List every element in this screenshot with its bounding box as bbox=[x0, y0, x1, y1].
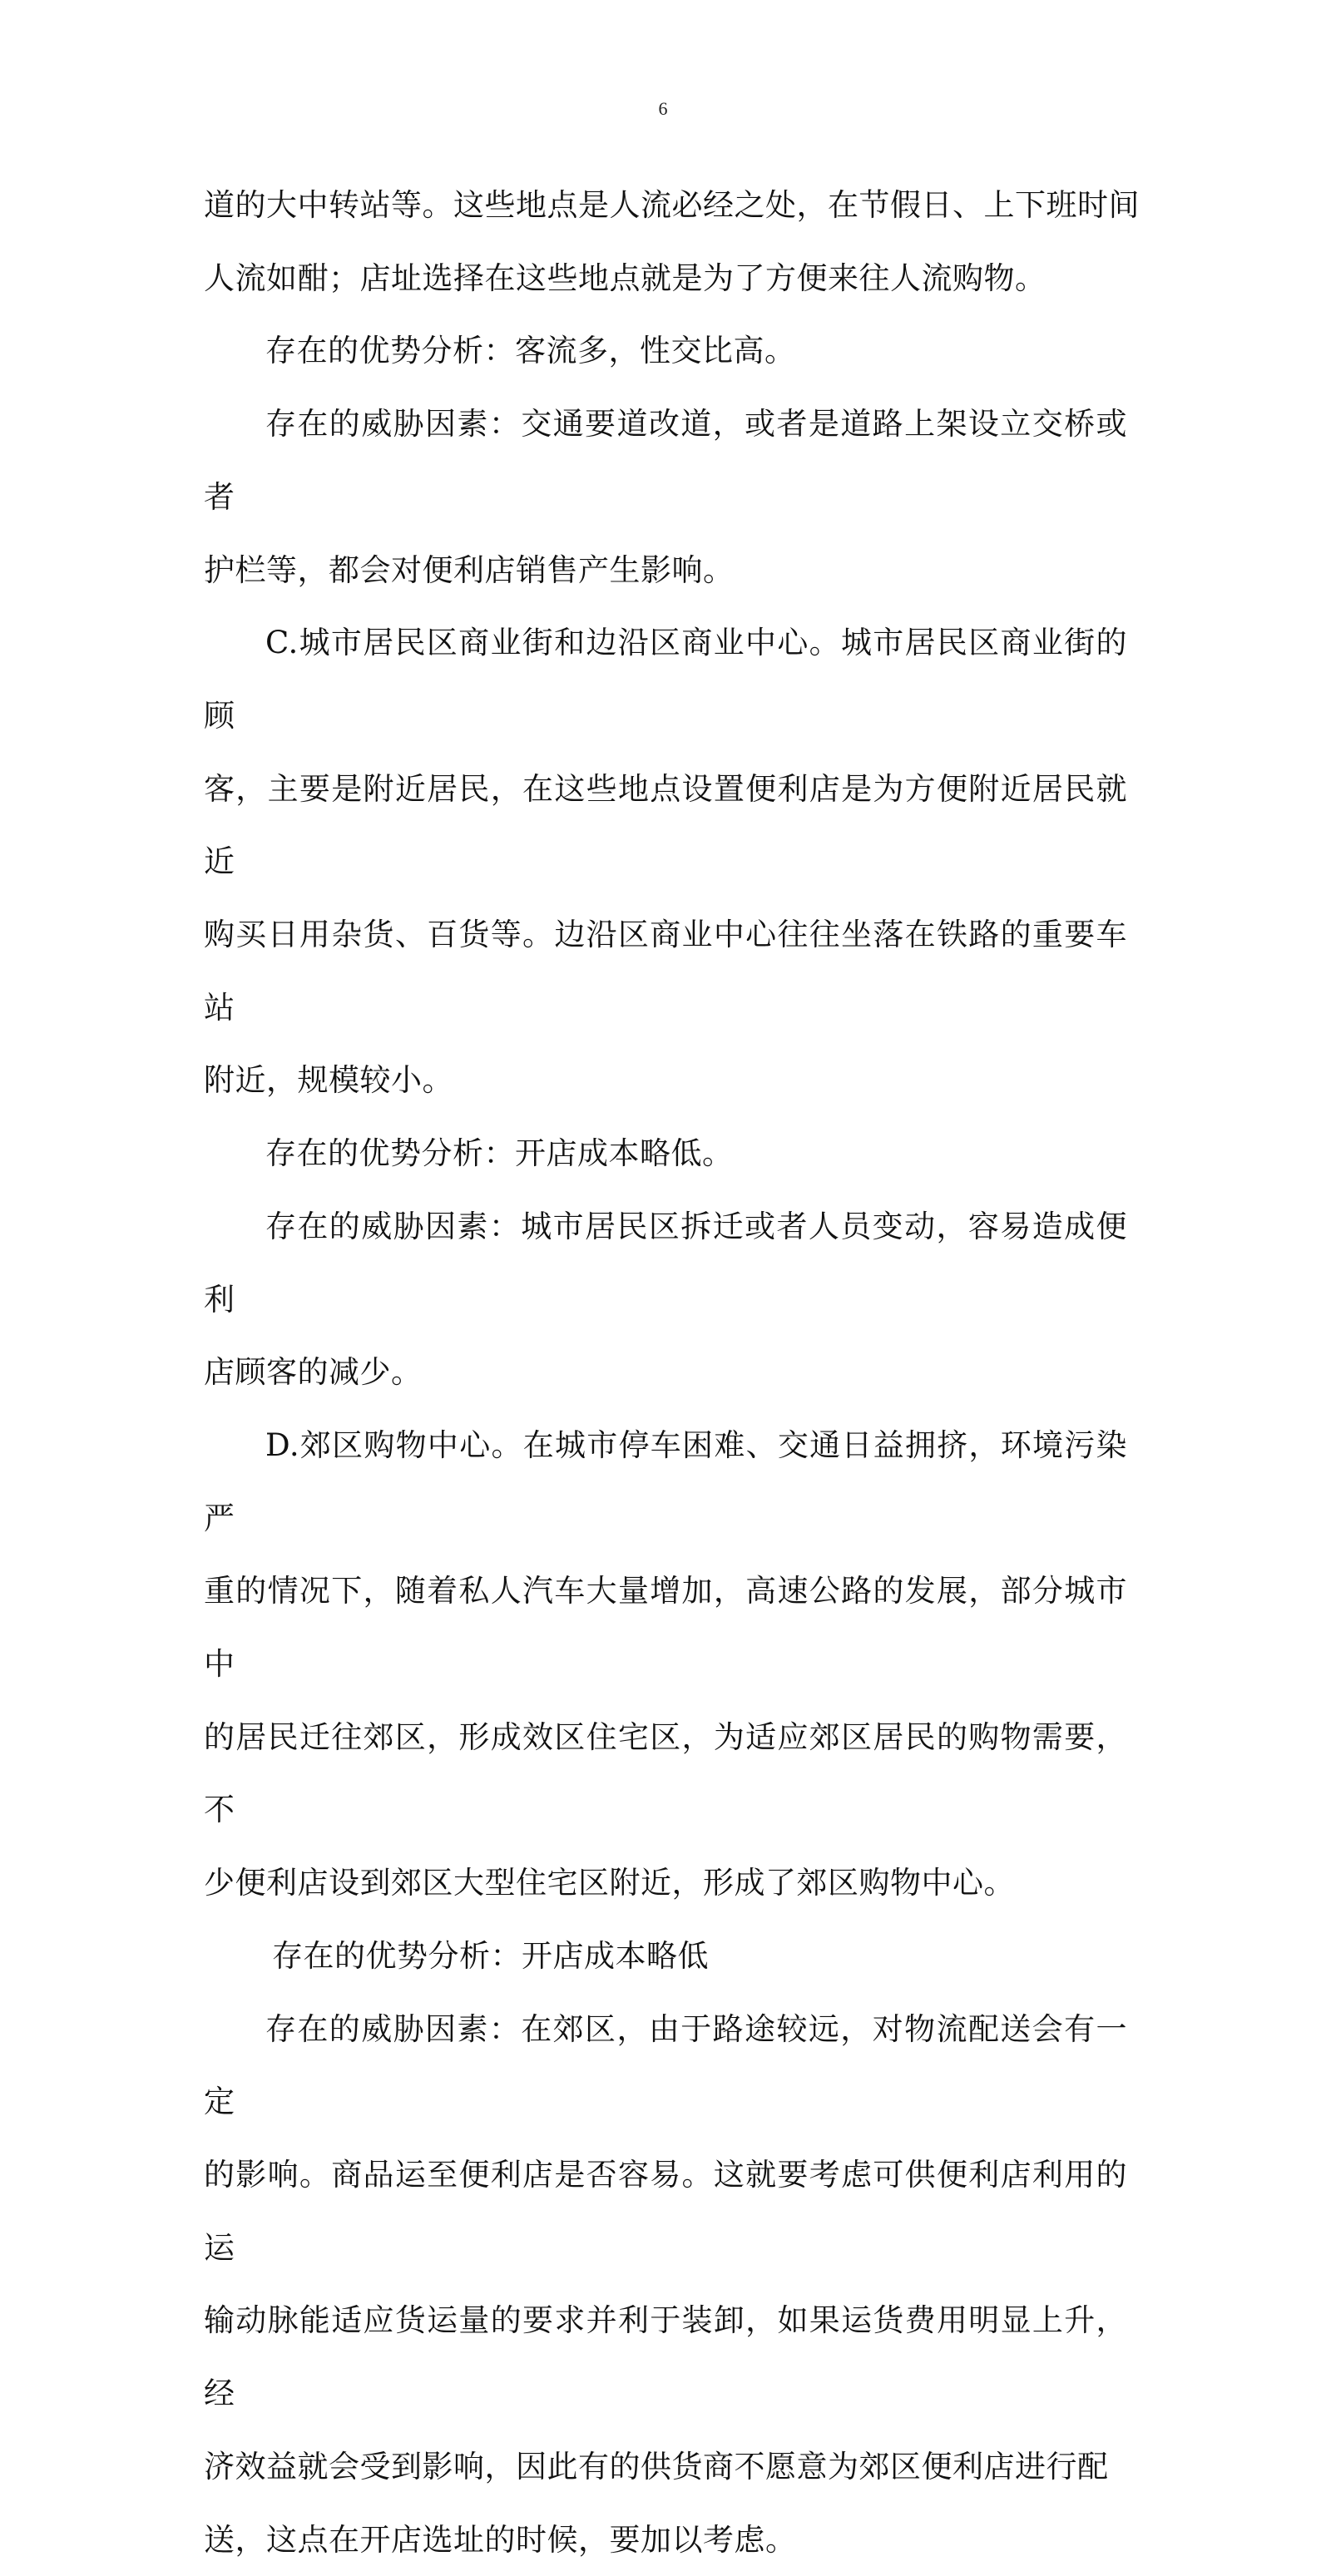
text-line: 少便利店设到郊区大型住宅区附近，形成了郊区购物中心。 bbox=[204, 1865, 1015, 1901]
text-line: 存在的优势分析：客流多，性交比高。 bbox=[265, 333, 796, 369]
paragraph-advantage-suburban bbox=[204, 1920, 1127, 1993]
text-line: 护栏等，都会对便利店销售产生影响。 bbox=[204, 551, 735, 588]
text-line: 重的情况下，随着私人汽车大量增加，高速公路的发展，部分城市中 bbox=[204, 1573, 1127, 1683]
paragraph-threat-residential bbox=[204, 1190, 1127, 1409]
text-line: 存在的优势分析：开店成本略低 bbox=[272, 1937, 709, 1974]
paragraph-advantage-residential bbox=[204, 1117, 1127, 1190]
text-line: 的影响。商品运至便利店是否容易。这就要考虑可供便利店利用的运 bbox=[204, 2156, 1127, 2266]
text-line: 道的大中转站等。这些地点是人流必经之处，在节假日、上下班时间 bbox=[204, 187, 1140, 223]
text-line: 存在的优势分析：开店成本略低。 bbox=[265, 1135, 734, 1172]
paragraph-section-d-suburban bbox=[204, 1409, 1127, 1920]
text-line: 输动脉能适应货运量的要求并利于装卸，如果运货费用明显上升，经 bbox=[204, 2302, 1127, 2412]
paragraph-threat-suburban bbox=[204, 1993, 1127, 2576]
paragraph-advantage-transit bbox=[204, 314, 1127, 388]
text-line: 的居民迁往郊区，形成效区住宅区，为适应郊区居民的购物需要，不 bbox=[204, 1718, 1127, 1828]
text-line: 存在的威胁因素：在郊区，由于路途较远，对物流配送会有一定 bbox=[204, 2010, 1127, 2120]
text-line: 人流如酣；店址选择在这些地点就是为了方便来往人流购物。 bbox=[204, 260, 1046, 296]
text-line: 送，这点在开店选址的时候，要加以考虑。 bbox=[204, 2521, 797, 2558]
text-line: C.城市居民区商业街和边沿区商业中心。城市居民区商业街的顾 bbox=[204, 625, 1127, 734]
text-line: 存在的威胁因素：城市居民区拆迁或者人员变动，容易造成便利 bbox=[204, 1208, 1127, 1318]
paragraph-section-c-residential bbox=[204, 606, 1127, 1117]
body-text bbox=[204, 169, 1140, 2576]
text-line: 存在的威胁因素：交通要道改道，或者是道路上架设立交桥或者 bbox=[204, 406, 1127, 515]
paragraph-threat-transit bbox=[204, 388, 1127, 606]
text-line: 济效益就会受到影响，因此有的供货商不愿意为郊区便利店进行配 bbox=[204, 2448, 1109, 2485]
text-line: D.郊区购物中心。在城市停车困难、交通日益拥挤，环境污染严 bbox=[204, 1426, 1127, 1536]
text-line: 购买日用杂货、百货等。边沿区商业中心往往坐落在铁路的重要车站 bbox=[204, 917, 1127, 1026]
page-number: 6 bbox=[658, 98, 668, 119]
text-line: 附近，规模较小。 bbox=[204, 1062, 453, 1099]
text-line: 店顾客的减少。 bbox=[204, 1354, 423, 1391]
text-line: 客，主要是附近居民，在这些地点设置便利店是为方便附近居民就近 bbox=[204, 770, 1127, 880]
paragraph-transit-hub-continued bbox=[204, 169, 1140, 314]
